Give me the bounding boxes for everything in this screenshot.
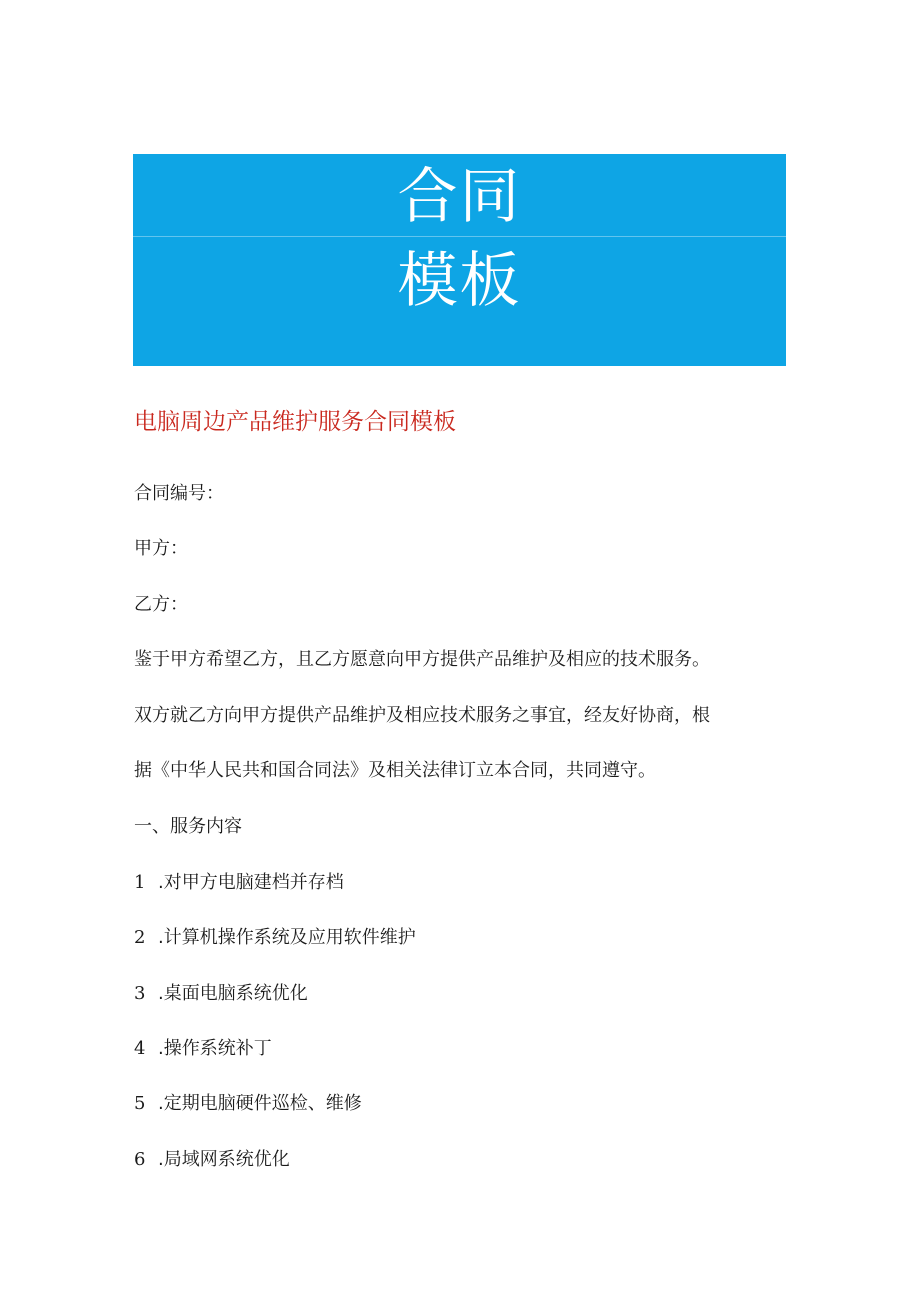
banner-divider	[133, 236, 786, 237]
contract-number-field: 合同编号：	[134, 483, 224, 504]
paragraph-agreement-line1: 双方就乙方向甲方提供产品维护及相应技术服务之事宜，经友好协商，根	[134, 705, 710, 726]
list-item	[134, 1036, 272, 1062]
list-item	[134, 1147, 290, 1173]
list-item-number: 1	[134, 872, 146, 893]
banner-line-contract: 合同	[397, 162, 522, 232]
party-b-field: 乙方：	[134, 594, 188, 615]
list-item	[134, 981, 308, 1007]
list-item	[134, 1091, 362, 1117]
list-item-text: .对甲方电脑建档并存档	[158, 872, 344, 893]
title-banner	[133, 154, 786, 366]
list-item-number: 3	[134, 983, 146, 1004]
list-item	[134, 870, 344, 896]
paragraph-agreement-line2: 据《中华人民共和国合同法》及相关法律订立本合同，共同遵守。	[134, 760, 656, 781]
list-item-number: 6	[134, 1149, 146, 1170]
list-item-text: .桌面电脑系统优化	[158, 983, 308, 1004]
list-item-number: 5	[134, 1093, 146, 1114]
list-item	[134, 925, 416, 951]
list-item-text: .定期电脑硬件巡检、维修	[158, 1093, 362, 1114]
list-item-text: .操作系统补丁	[158, 1038, 272, 1059]
paragraph-whereas: 鉴于甲方希望乙方，且乙方愿意向甲方提供产品维护及相应的技术服务。	[134, 649, 710, 670]
list-item-text: .计算机操作系统及应用软件维护	[158, 927, 416, 948]
section-heading-service-content: 一、服务内容	[134, 816, 242, 837]
list-item-number: 2	[134, 927, 146, 948]
list-item-text: .局域网系统优化	[158, 1149, 290, 1170]
party-a-field: 甲方：	[134, 538, 188, 559]
banner-line-template: 模板	[397, 246, 522, 316]
document-title: 电脑周边产品维护服务合同模板	[134, 409, 456, 435]
list-item-number: 4	[134, 1038, 146, 1059]
